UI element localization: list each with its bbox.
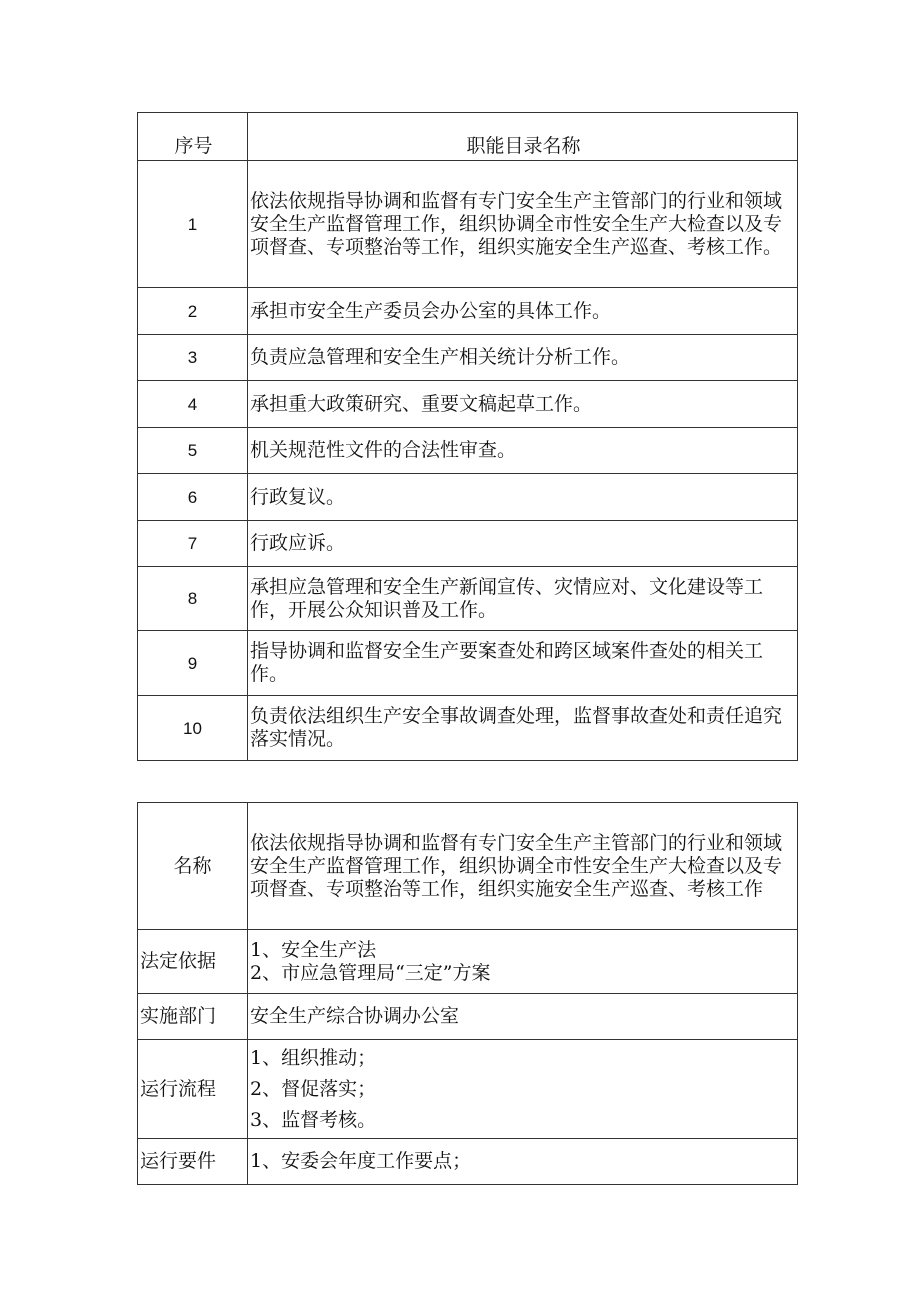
basis-line: 2、市应急管理局“三定”方案 xyxy=(250,961,491,984)
function-detail-table xyxy=(137,802,798,1185)
row-text: 承担重大政策研究、重要文稿起草工作。 xyxy=(248,381,798,428)
detail-row-elements xyxy=(138,1139,798,1185)
elements-label: 运行要件 xyxy=(138,1139,248,1185)
elements-line: 1、安委会年度工作要点； xyxy=(250,1150,472,1172)
row-index: 6 xyxy=(138,474,248,521)
name-label: 名称 xyxy=(138,803,248,930)
process-line: 1、组织推动； xyxy=(250,1046,377,1069)
row-index: 5 xyxy=(138,428,248,474)
name-value: 依法依规指导协调和监督有专门安全生产主管部门的行业和领域安全生产监督管理工作，组织协调全市性安全生产大检查以及专项督查、专项整治等工作，组织实施安全生产巡查、考核工作 xyxy=(248,803,798,930)
table-row xyxy=(138,288,798,335)
basis-line: 1、安全生产法 xyxy=(250,938,377,961)
table-row xyxy=(138,696,798,761)
header-name: 职能目录名称 xyxy=(248,113,798,161)
row-text: 负责应急管理和安全生产相关统计分析工作。 xyxy=(248,335,798,381)
table-row xyxy=(138,161,798,288)
row-index: 7 xyxy=(138,521,248,567)
dept-value: 安全生产综合协调办公室 xyxy=(248,994,798,1040)
row-text: 承担市安全生产委员会办公室的具体工作。 xyxy=(248,288,798,335)
functions-catalog-table xyxy=(137,112,798,761)
row-text: 机关规范性文件的合法性审查。 xyxy=(248,428,798,474)
row-index: 4 xyxy=(138,381,248,428)
detail-row-basis xyxy=(138,930,798,994)
row-text: 负责依法组织生产安全事故调查处理，监督事故查处和责任追究落实情况。 xyxy=(248,696,798,761)
table-row xyxy=(138,335,798,381)
row-index: 8 xyxy=(138,567,248,631)
basis-label: 法定依据 xyxy=(138,930,248,994)
row-text: 指导协调和监督安全生产要案查处和跨区域案件查处的相关工作。 xyxy=(248,631,798,696)
table-row xyxy=(138,428,798,474)
detail-row-name xyxy=(138,803,798,930)
table-row xyxy=(138,521,798,567)
table-row xyxy=(138,381,798,428)
row-text: 承担应急管理和安全生产新闻宣传、灾情应对、文化建设等工作，开展公众知识普及工作。 xyxy=(248,567,798,631)
row-index: 3 xyxy=(138,335,248,381)
row-index: 10 xyxy=(138,696,248,761)
table-header-row xyxy=(138,113,798,161)
detail-row-process xyxy=(138,1040,798,1139)
row-index: 2 xyxy=(138,288,248,335)
elements-value xyxy=(248,1139,798,1185)
process-line: 3、监督考核。 xyxy=(250,1108,377,1131)
process-value xyxy=(248,1040,798,1139)
process-line: 2、督促落实； xyxy=(250,1077,377,1100)
row-index: 9 xyxy=(138,631,248,696)
table-row xyxy=(138,631,798,696)
table-row xyxy=(138,474,798,521)
row-index: 1 xyxy=(138,161,248,288)
row-text: 依法依规指导协调和监督有专门安全生产主管部门的行业和领域安全生产监督管理工作，组织协调全市性安全生产大检查以及专项督查、专项整治等工作，组织实施安全生产巡查、考核工作。 xyxy=(248,161,798,288)
detail-row-dept xyxy=(138,994,798,1040)
header-index: 序号 xyxy=(138,113,248,161)
dept-label: 实施部门 xyxy=(138,994,248,1040)
row-text: 行政复议。 xyxy=(248,474,798,521)
table-row xyxy=(138,567,798,631)
process-label: 运行流程 xyxy=(138,1040,248,1139)
row-text: 行政应诉。 xyxy=(248,521,798,567)
basis-value xyxy=(248,930,798,994)
